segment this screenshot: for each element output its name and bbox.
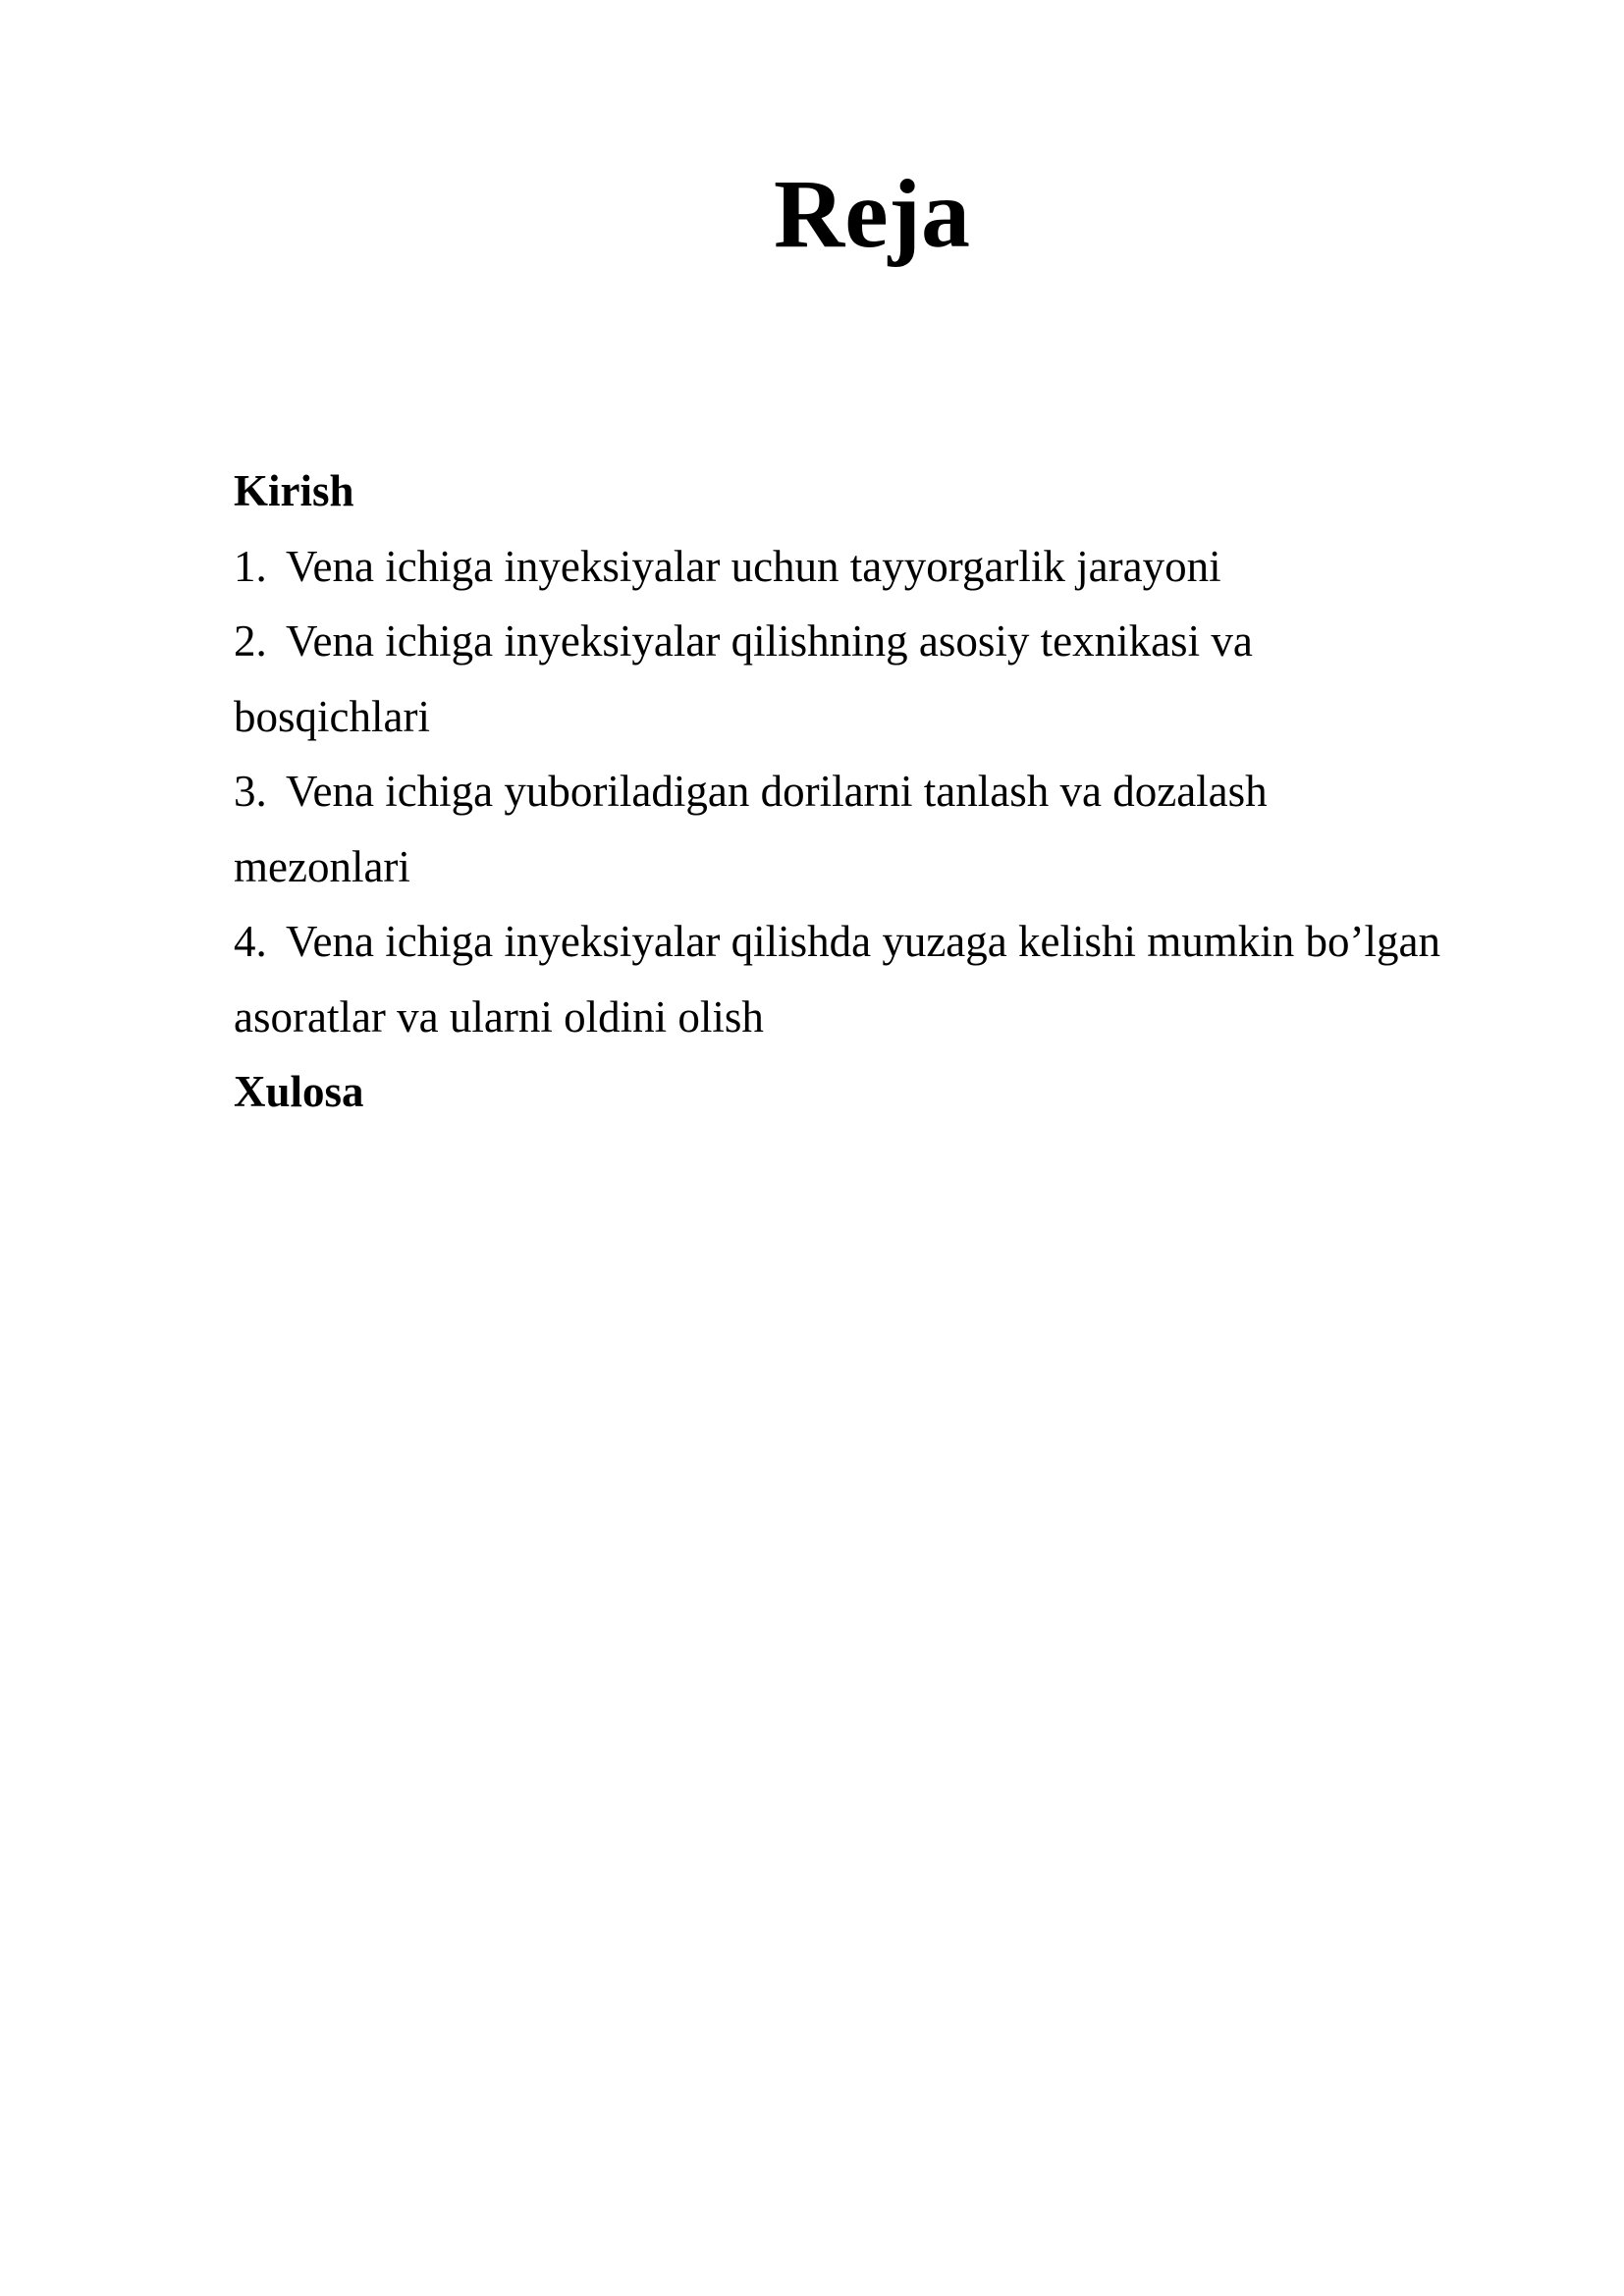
plan-item-text: Vena ichiga inyeksiyalar qilishning asosiy texnikasi va xyxy=(286,616,1253,666)
plan-item-text: Vena ichiga inyeksiyalar qilishda yuzaga kelishi mumkin bo’lgan xyxy=(286,917,1440,966)
page-title: Reja xyxy=(774,159,970,268)
intro-heading: Kirish xyxy=(234,466,354,515)
plan-item-number: 4. xyxy=(234,917,267,966)
plan-item-2 xyxy=(234,604,1540,679)
plan-item-3-continuation: mezonlari xyxy=(234,841,410,891)
conclusion-heading: Xulosa xyxy=(234,1067,364,1116)
plan-item-number: 2. xyxy=(234,616,267,666)
plan-list xyxy=(234,454,1540,1130)
plan-item-number: 1. xyxy=(234,541,267,591)
plan-item-2-continuation: bosqichlari xyxy=(234,691,430,741)
plan-item-text: Vena ichiga yuboriladigan dorilarni tanlash va dozalash xyxy=(286,767,1268,816)
plan-item-number: 3. xyxy=(234,767,267,816)
plan-item-4-continuation: asoratlar va ularni oldini olish xyxy=(234,991,764,1041)
plan-item-1 xyxy=(234,529,1540,605)
plan-item-4 xyxy=(234,904,1540,980)
plan-item-text: Vena ichiga inyeksiyalar uchun tayyorgarlik jarayoni xyxy=(286,541,1221,591)
plan-item-3 xyxy=(234,754,1540,829)
